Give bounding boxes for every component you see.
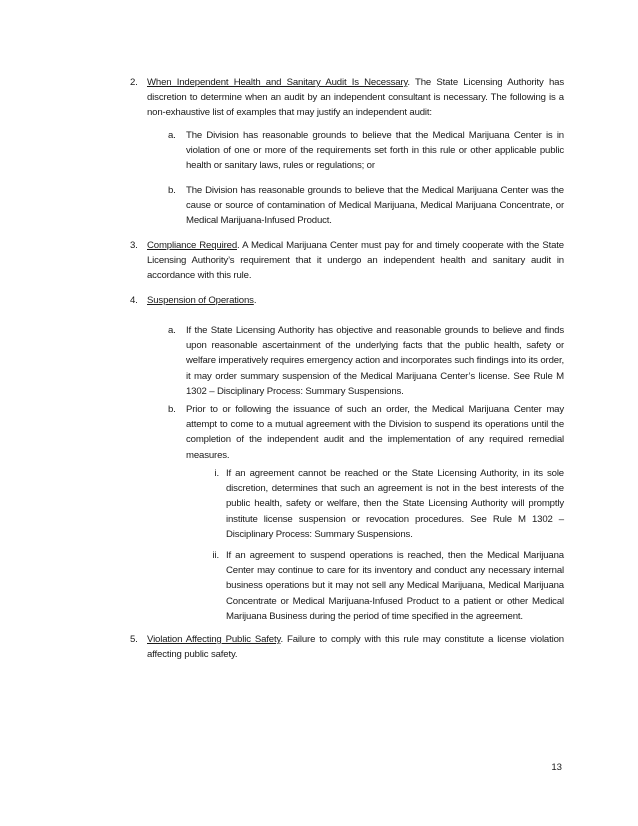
subitem-letter: b. [168, 185, 176, 196]
subitem-2b [168, 183, 564, 229]
item-heading: When Independent Health and Sanitary Audit Is Necessary [147, 77, 408, 88]
item-text: . A Medical Marijuana Center must pay for and timely cooperate with the State Licensing Authority’s requirement that it undergo an independent health and sanitary audit in accordance with this rule. [147, 240, 564, 282]
item-text: . [253, 295, 257, 306]
subitem-text: The Division has reasonable grounds to believe that the Medical Marijuana Center was the cause or source of contamination of Medical Marijuana, Medical Marijuana Concentrate, or Medical Marijuana-Infused Product. [186, 185, 564, 227]
item-heading: Violation Affecting Public Safety [147, 634, 281, 645]
subitem-text: The Division has reasonable grounds to believe that the Medical Marijuana Center is in violation of one or more of the requirements set forth in this rule or other applicable public health or sanitary laws, rules or regulations; or [186, 130, 564, 172]
subitem-text: If an agreement to suspend operations is reached, then the Medical Marijuana Center may continue to care for its inventory and conduct any necessary internal business operations but it may not sell any Medical Marijuana, Medical Marijuana Concentrate or Medical Marijuana-Infused Product to a patient or other Medical Marijuana Business during the period of time specified in the agreement. [226, 550, 564, 622]
subitem-roman: ii. [212, 550, 219, 561]
subitem-4b [168, 402, 564, 463]
subitem-letter: a. [168, 130, 176, 141]
subitem-2a [168, 128, 564, 174]
list-number: 2. [130, 77, 138, 88]
list-number: 5. [130, 634, 138, 645]
item-text: . The State Licensing Authority has discretion to determine when an audit by an independent consultant is necessary. The following is a non-exhaustive list of examples that may justify an independent audit: [147, 77, 564, 119]
item-heading: Compliance Required [147, 240, 238, 251]
list-item-4 [130, 293, 564, 308]
subitem-text: If an agreement cannot be reached or the State Licensing Authority, in its sole discretion, determines that such an agreement is not in the best interests of the public health, safety or welfare, then the State Licensing Authority will promptly institute license suspension or revocation procedures. See Rule M 1302 – Disciplinary Process: Summary Suspensions. [226, 468, 564, 540]
subitem-4a [168, 323, 564, 399]
list-item-3 [130, 238, 564, 284]
subitem-letter: a. [168, 325, 176, 336]
subitem-letter: b. [168, 404, 176, 415]
list-item-5 [130, 632, 564, 662]
item-heading: Suspension of Operations [147, 295, 254, 306]
list-item-2 [130, 75, 564, 121]
subitem-text: Prior to or following the issuance of such an order, the Medical Marijuana Center may attempt to come to a mutual agreement with the Division to suspend its operations until the completion of the independent audit and the implementation of any required remedial measures. [186, 404, 564, 461]
subitem-roman: i. [214, 468, 219, 479]
subitem-4b-i [205, 466, 564, 542]
list-number: 3. [130, 240, 138, 251]
page-number: 13 [551, 762, 562, 773]
item-text: . Failure to comply with this rule may constitute a license violation affecting public safety. [147, 634, 564, 661]
list-number: 4. [130, 295, 138, 306]
subitem-text: If the State Licensing Authority has objective and reasonable grounds to believe and finds upon reasonable ascertainment of the underlying facts that the public health, safety or welfare imperatively requires emergency action and incorporates such findings into its order, it may order summary suspension of the Medical Marijuana Center’s license. See Rule M 1302 – Disciplinary Process: Summary Suspensions. [186, 325, 564, 397]
subitem-4b-ii [205, 548, 564, 624]
